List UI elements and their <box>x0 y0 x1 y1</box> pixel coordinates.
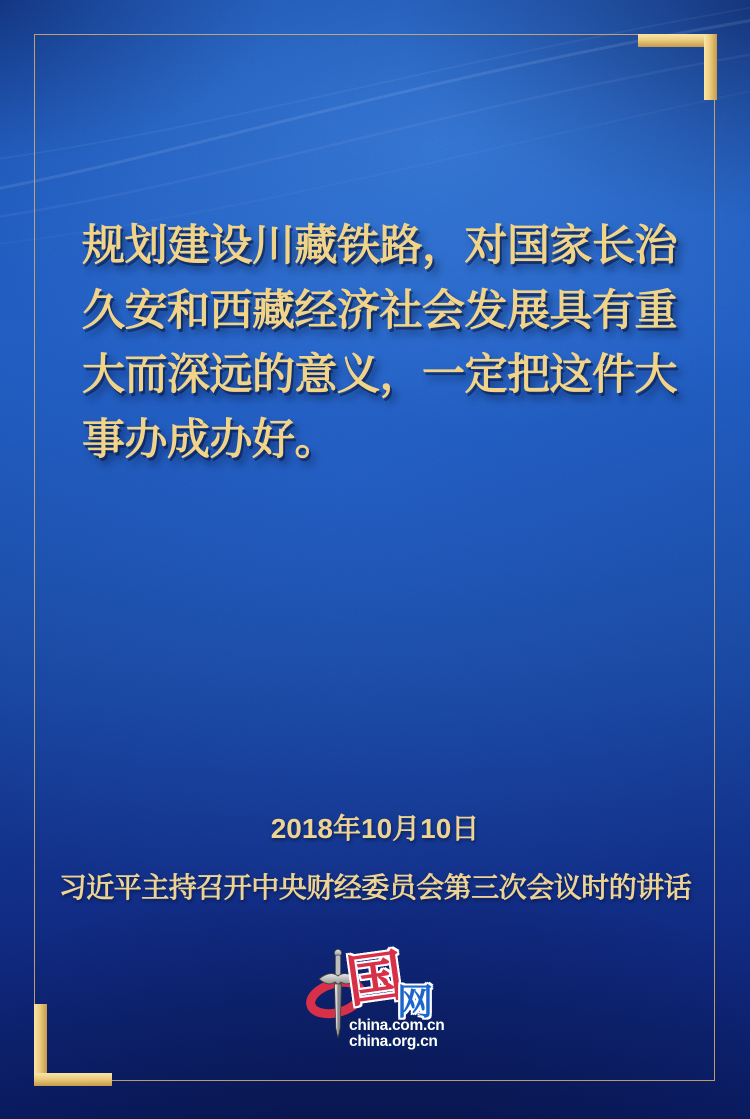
logo-domain-com: china.com.cn <box>349 1017 445 1034</box>
logo-char-guo: 国 <box>342 943 408 1014</box>
logo-domains <box>349 1018 453 1050</box>
logo-char-wang: 网 <box>397 981 434 1022</box>
corner-ornament-bottom-left-horizontal <box>34 1073 112 1086</box>
quote-line-1: 规划建设川藏铁路，对国家长治 <box>82 222 677 270</box>
attribution-label: 习近平主持召开中央财经委员会第三次会议时的讲话 <box>58 872 692 903</box>
quote-line-4: 事办成办好。 <box>82 415 337 464</box>
quote-line-3: 大而深远的意义，一定把这件大 <box>82 351 677 399</box>
corner-ornament-top-right-vertical <box>704 34 717 100</box>
quote-line-2: 久安和西藏经济社会发展具有重 <box>82 286 677 335</box>
gold-border-frame <box>34 34 715 1081</box>
logo-domain-org: china.org.cn <box>349 1033 438 1050</box>
date-label: 2018年10月10日 <box>270 813 480 844</box>
china-net-logo <box>305 943 455 1054</box>
quote-text <box>82 214 702 472</box>
